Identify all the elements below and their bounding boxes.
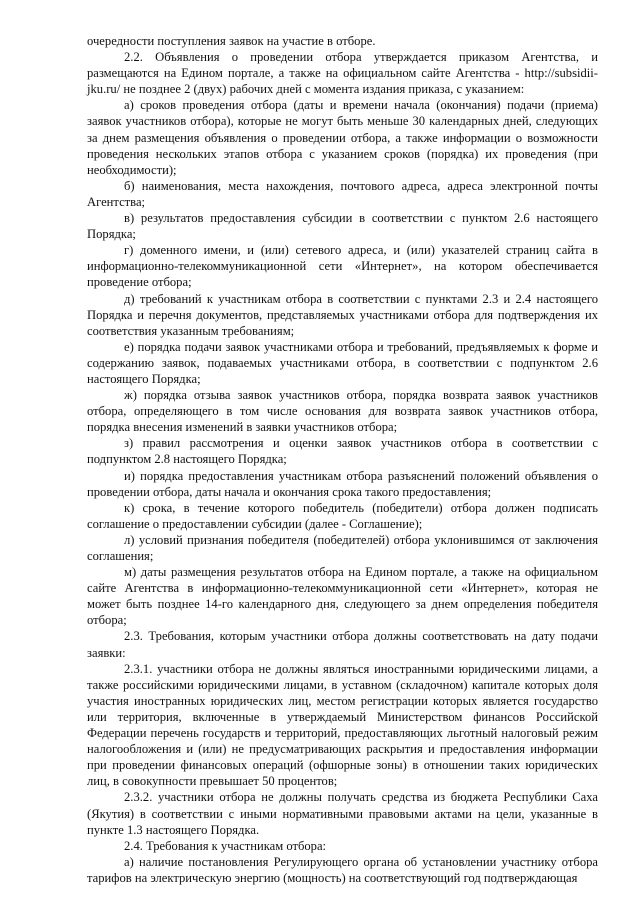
paragraph-2-3: 2.3. Требования, которым участники отбора должны соответствовать на дату подачи заявки: <box>87 629 598 660</box>
list-item-g: г) доменного имени, и (или) сетевого адреса, и (или) указателей страниц сайта в информационно-телекоммуникационной сети «Интернет», на котором обеспечивается проведение отбора; <box>87 243 598 290</box>
list-item-e: е) порядка подачи заявок участниками отбора и требований, предъявляемых к форме и содержанию заявок, подаваемых участниками отбора, в соответствии с подпунктом 2.6 настоящего Порядка; <box>87 339 598 386</box>
list-item-v: в) результатов предоставления субсидии в соответствии с пунктом 2.6 настоящего Порядка; <box>87 211 598 242</box>
list-item-k: к) срока, в течение которого победитель (победители) отбора должен подписать соглашение о предоставлении субсидии (далее - Соглашение); <box>87 500 598 531</box>
list-item-a-2-4: а) наличие постановления Регулирующего органа об установлении участнику отбора тарифов на электрическую энергию (мощность) на соответствующий год подтверждающая <box>87 854 598 885</box>
paragraph-2-4: 2.4. Требования к участникам отбора: <box>124 838 327 853</box>
list-item-m: м) даты размещения результатов отбора на Едином портале, а также на официальном сайте Агентства в информационно-телекоммуникационной сети «Интернет», которая не может быть позднее 14-го календарного дня, следующего за днем определения победителя отбора; <box>87 565 598 628</box>
paragraph-2-3-2: 2.3.2. участники отбора не должны получать средства из бюджета Республики Саха (Якутия) в соответствии с иными нормативными правовыми актами на цели, указанные в пункте 1.3 настоящего Порядка. <box>87 790 598 837</box>
paragraph-continuation: очередности поступления заявок на участие в отборе. <box>87 34 376 48</box>
list-item-b: б) наименования, места нахождения, почтового адреса, адреса электронной почты Агентства; <box>87 178 598 209</box>
list-item-z: з) правил рассмотрения и оценки заявок участников отбора в соответствии с подпунктом 2.8 настоящего Порядка; <box>87 436 598 467</box>
paragraph-2-2: 2.2. Объявления о проведении отбора утверждается приказом Агентства, и размещаются на Едином портале, а также на официальном сайте Агентства - http://subsidii-jku.ru/ не позднее 2 (двух) рабочих дней с момента издания приказа, с указанием: <box>87 50 598 97</box>
list-item-d: д) требований к участникам отбора в соответствии с пунктами 2.3 и 2.4 настоящего Порядка и перечня документов, представляемых участниками отбора для подтверждения их соответствия указанным требованиям; <box>87 291 598 338</box>
list-item-a: а) сроков проведения отбора (даты и времени начала (окончания) подачи (приема) заявок участников отбора), которые не могут быть меньше 30 календарных дней, следующих за днем размещения объявления о проведении отбора, а также информации о возможности проведения нескольких этапов отбора с указанием сроков (порядка) их проведения (при необходимости); <box>87 98 598 177</box>
list-item-i: и) порядка предоставления участникам отбора разъяснений положений объявления о проведении отбора, даты начала и окончания срока такого предоставления; <box>87 468 598 499</box>
paragraph-2-3-1: 2.3.1. участники отбора не должны являться иностранными юридическими лицами, а также российскими юридическими лицами, в уставном (складочном) капитале которых доля участия иностранных юридических лиц, местом регистрации которых является государство или территория, включенные в утверждаемый Министерством финансов Российской Федерации перечень государств и территорий, предоставляющих льготный налоговый режим налогообложения и (или) не предусматривающих раскрытия и предоставления информации при проведении финансовых операций (офшорные зоны) в отношении таких юридических лиц, в совокупности превышает 50 процентов; <box>87 661 598 789</box>
list-item-l: л) условий признания победителя (победителей) отбора уклонившимся от заключения соглашения; <box>87 532 598 563</box>
list-item-zh: ж) порядка отзыва заявок участников отбора, порядка возврата заявок участников отбора, определяющего в том числе основания для возврата заявок участников отбора, порядка внесения изменений в заявки участников отбора; <box>87 388 598 435</box>
